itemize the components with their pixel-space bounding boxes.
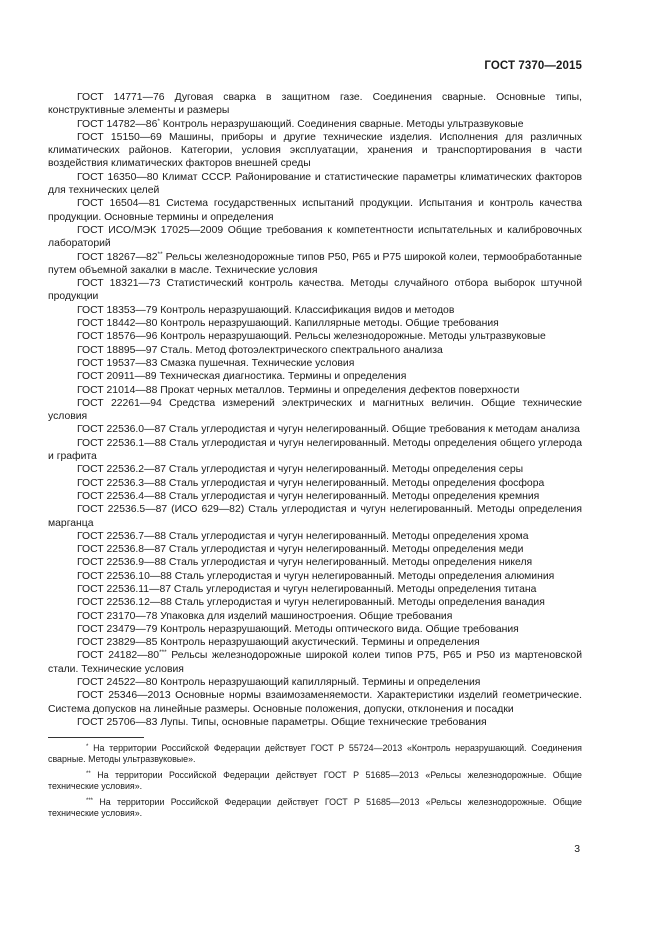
- standard-code: ГОСТ 23829—85: [77, 637, 158, 649]
- reference-entry: [48, 91, 582, 118]
- standard-code: ГОСТ 22536.2—87: [77, 464, 167, 476]
- standard-code: ГОСТ 22536.0—87: [77, 424, 167, 436]
- reference-entry: [48, 344, 582, 357]
- reference-entry: [48, 304, 582, 317]
- standard-code: ГОСТ 25706—83: [77, 716, 158, 728]
- footnote-text: На территории Российской Федерации действует ГОСТ Р 51685—2013 «Рельсы железнодорожные. Общие технические условия».: [48, 796, 582, 819]
- standard-title: Средства измерений электрических и магнитных величин. Общие технические условия: [48, 397, 582, 423]
- standard-code: ГОСТ 15150—69: [77, 131, 162, 143]
- reference-entry: [48, 503, 582, 530]
- standard-title: Контроль неразрушающий акустический. Термины и определения: [157, 637, 480, 649]
- footnote-mark: ***: [159, 649, 167, 657]
- standard-code: ГОСТ 18267—82: [77, 251, 158, 263]
- reference-entry: [48, 570, 582, 583]
- standard-code: ГОСТ 24182—80: [77, 650, 160, 662]
- standard-title: Контроль неразрушающий. Капиллярные методы. Общие требования: [157, 318, 499, 330]
- references-list: [48, 91, 582, 729]
- standard-code: ГОСТ 22536.7—88: [77, 530, 167, 542]
- standard-title: Техническая диагностика. Термины и определения: [156, 371, 407, 383]
- footnote-mark: *: [157, 117, 160, 125]
- reference-entry: [48, 330, 582, 343]
- standard-code: ГОСТ 18321—73: [77, 278, 161, 290]
- standard-code: ГОСТ 22536.8—87: [77, 544, 167, 556]
- standard-code: ГОСТ 18576—96: [77, 331, 158, 343]
- reference-entry: [48, 463, 582, 476]
- reference-entry: [48, 649, 582, 676]
- standard-code: ГОСТ 22536.12—88: [77, 597, 172, 609]
- standard-code: ГОСТ 16504—81: [77, 198, 161, 210]
- document-header: ГОСТ 7370—2015: [484, 60, 582, 72]
- footnote-mark: *: [86, 744, 89, 750]
- page-number: 3: [574, 844, 580, 855]
- reference-entry: [48, 716, 582, 729]
- reference-entry: [48, 224, 582, 251]
- standard-title: Сталь углеродистая и чугун нелегированный. Методы определения хрома: [166, 530, 529, 542]
- reference-entry: [48, 357, 582, 370]
- standard-title: Контроль неразрушающий. Классификация видов и методов: [157, 304, 455, 316]
- standard-code: ГОСТ 22536.10—88: [77, 570, 172, 582]
- reference-entry: [48, 623, 582, 636]
- reference-entry: [48, 583, 582, 596]
- standard-title: Общие требования к компетентности испытательных и калибровочных лабораторий: [48, 224, 582, 250]
- standard-code: ГОСТ 22536.11—87: [77, 583, 172, 595]
- standard-title: Сталь углеродистая и чугун нелегированный. Методы определения никеля: [166, 557, 533, 569]
- standard-code: ГОСТ 22536.5—87 (ИСО 629—82): [77, 504, 245, 516]
- standard-code: ГОСТ 21014—88: [77, 384, 158, 396]
- reference-entry: [48, 277, 582, 304]
- standard-code: ГОСТ 22536.1—88: [77, 437, 167, 449]
- standard-title: Сталь углеродистая и чугун нелегированный. Методы определения серы: [166, 464, 524, 476]
- standard-title: Смазка пушечная. Технические условия: [157, 357, 355, 369]
- reference-entry: [48, 251, 582, 278]
- standard-code: ГОСТ 18895—97: [77, 344, 158, 356]
- footnote: [48, 743, 582, 766]
- reference-entry: [48, 689, 582, 716]
- standard-title: Сталь углеродистая и чугун нелегированный. Методы определения марганца: [48, 504, 582, 529]
- standard-title: Контроль неразрушающий. Рельсы железнодорожные. Методы ультразвуковые: [157, 331, 546, 343]
- reference-entry: [48, 370, 582, 383]
- standard-title: Дуговая сварка в защитном газе. Соединения сварные. Основные типы, конструктивные элементы и размеры: [48, 92, 582, 117]
- footnote: [48, 797, 582, 820]
- footnote-mark: **: [86, 770, 91, 777]
- standard-title: Климат СССР. Районирование и статистические параметры климатических факторов для технических целей: [48, 171, 583, 197]
- footnote-text: На территории Российской Федерации действует ГОСТ Р 55724—2013 «Контроль неразрушающий. Соединения сварные. Методы ультразвуковые».: [48, 743, 582, 765]
- footnote: [48, 770, 582, 793]
- footnote-mark: ***: [86, 797, 94, 804]
- reference-entry: [48, 596, 582, 609]
- standard-title: Система государственных испытаний продукции. Испытания и контроль качества продукции. Основные термины и определения: [48, 198, 583, 223]
- reference-entry: [48, 530, 582, 543]
- reference-entry: [48, 384, 582, 397]
- standard-code: ГОСТ 23170—78: [77, 610, 158, 622]
- standard-title: Рельсы железнодорожные широкой колеи типов Р75, Р65 и Р50 из мартеновской стали. Технические условия: [48, 650, 583, 675]
- reference-entry: [48, 171, 582, 198]
- standard-title: Машины, приборы и другие технические изделия. Исполнения для различных климатических районов. Категории, условия эксплуатации, хранения и транспортирования в части воздействия климатических факторов внешней среды: [48, 131, 583, 170]
- standard-code: ГОСТ 14782—86: [77, 118, 158, 130]
- standard-title: Сталь углеродистая и чугун нелегированный. Методы определения меди: [166, 544, 524, 556]
- standard-code: ГОСТ 23479—79: [77, 623, 158, 635]
- standard-title: Основные нормы взаимозаменяемости. Характеристики изделий геометрические. Система допусков на линейные размеры. Основные положения, допуски, отклонения и посадки: [48, 690, 582, 715]
- standard-code: ГОСТ 20911—89: [77, 371, 157, 383]
- standard-code: ГОСТ 18442—80: [77, 318, 158, 330]
- footnotes: [48, 743, 582, 823]
- standard-title: Рельсы железнодорожные типов Р50, Р65 и Р75 широкой колеи, термообработанные путем объемной закалки в масле. Технические условия: [48, 251, 582, 276]
- standard-title: Прокат черных металлов. Термины и определения дефектов поверхности: [157, 384, 520, 396]
- standard-title: Сталь углеродистая и чугун нелегированный. Методы определения общего углерода и графита: [48, 437, 582, 463]
- standard-title: Лупы. Типы, основные параметры. Общие технические требования: [157, 716, 487, 728]
- standard-code: ГОСТ 18353—79: [77, 304, 158, 316]
- reference-entry: [48, 477, 582, 490]
- standard-title: Сталь углеродистая и чугун нелегированный. Методы определения титана: [171, 583, 537, 595]
- standard-title: Сталь углеродистая и чугун нелегированный. Методы определения кремния: [166, 490, 540, 502]
- reference-entry: [48, 131, 582, 171]
- standard-code: ГОСТ 22536.4—88: [77, 490, 167, 502]
- reference-entry: [48, 397, 582, 424]
- reference-entry: [48, 317, 582, 330]
- reference-entry: [48, 118, 582, 131]
- standard-title: Сталь. Метод фотоэлектрического спектрального анализа: [157, 344, 443, 356]
- standard-title: Сталь углеродистая и чугун нелегированный. Методы определения фосфора: [166, 477, 545, 489]
- standard-title: Контроль неразрушающий капиллярный. Термины и определения: [157, 677, 481, 689]
- standard-code: ГОСТ 19537—83: [77, 357, 158, 369]
- standard-code: ГОСТ 22536.3—88: [77, 477, 167, 489]
- standard-title: Статистический контроль качества. Методы случайного отбора выборок штучной продукции: [48, 278, 582, 303]
- reference-entry: [48, 636, 582, 649]
- reference-entry: [48, 610, 582, 623]
- standard-title: Упаковка для изделий машиностроения. Общие требования: [157, 610, 453, 622]
- reference-entry: [48, 556, 582, 569]
- reference-entry: [48, 423, 582, 436]
- footnote-mark: **: [157, 250, 163, 258]
- standard-title: Сталь углеродистая и чугун нелегированный. Методы определения алюминия: [171, 570, 555, 582]
- standard-title: Контроль неразрушающий. Методы оптического вида. Общие требования: [157, 623, 519, 635]
- standard-title: Сталь углеродистая и чугун нелегированный. Методы определения ванадия: [171, 597, 545, 609]
- standard-code: ГОСТ 14771—76: [77, 92, 165, 103]
- footnote-text: На территории Российской Федерации действует ГОСТ Р 51685—2013 «Рельсы железнодорожные. Общие технические условия».: [48, 769, 582, 792]
- reference-entry: [48, 543, 582, 556]
- reference-entry: [48, 197, 582, 224]
- standard-code: ГОСТ 16350—80: [77, 171, 159, 183]
- standard-code: ГОСТ ИСО/МЭК 17025—2009: [77, 224, 224, 236]
- reference-entry: [48, 490, 582, 503]
- reference-entry: [48, 676, 582, 689]
- standard-code: ГОСТ 24522—80: [77, 677, 158, 689]
- standard-title: Контроль неразрушающий. Соединения сварные. Методы ультразвуковые: [159, 118, 524, 130]
- standard-code: ГОСТ 25346—2013: [77, 690, 171, 702]
- standard-code: ГОСТ 22536.9—88: [77, 557, 167, 569]
- reference-entry: [48, 437, 582, 464]
- standard-code: ГОСТ 22261—94: [77, 397, 162, 409]
- standard-title: Сталь углеродистая и чугун нелегированный. Общие требования к методам анализа: [166, 424, 580, 436]
- footnote-divider: [48, 737, 144, 738]
